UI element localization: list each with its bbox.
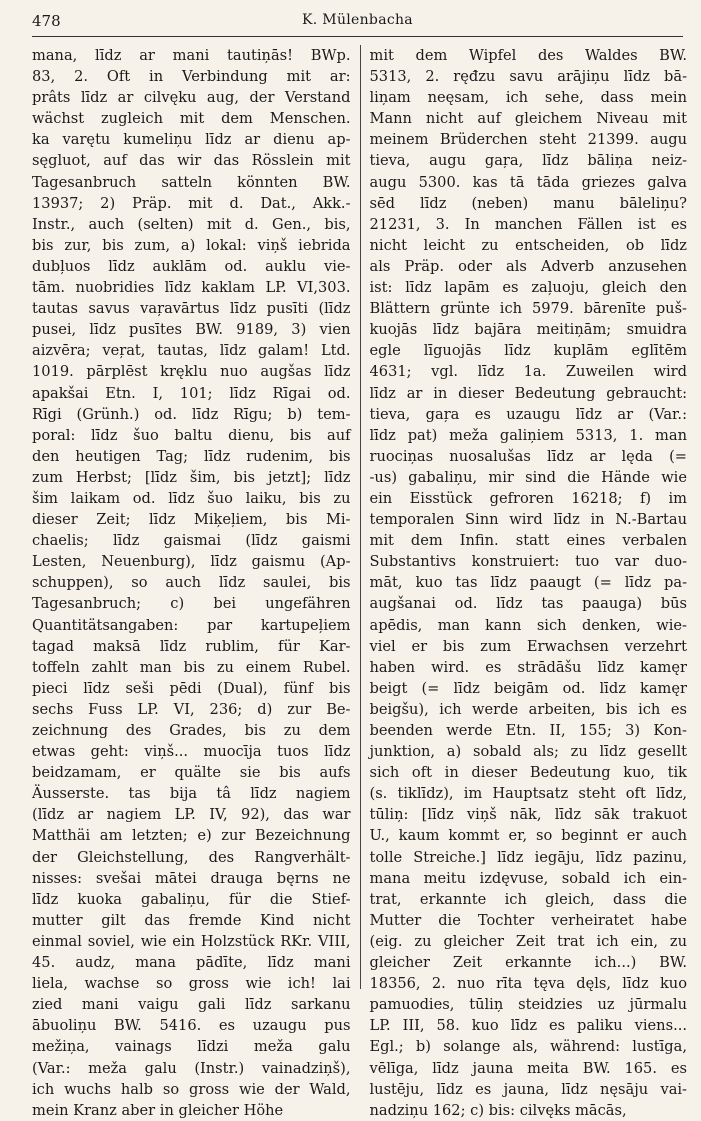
text-line: vēlīga, līdz jauna meita BW. 165. es — [369, 1059, 687, 1077]
text-line: ābuoliņu BW. 5416. es uzaugu pus — [32, 1017, 351, 1035]
text-line: 13937; 2) Präp. mit d. Dat., Akk.- — [32, 194, 351, 212]
text-line: wächst zugleich mit dem Menschen. — [32, 110, 351, 128]
left-column — [32, 45, 360, 1119]
text-line: 1019. pārplēst kręklu nuo augšas līdz — [32, 363, 351, 381]
text-line: sēd līdz (neben) manu bāleliņu? — [369, 194, 687, 212]
text-line: augšanai od. līdz tas paauga) būs — [369, 595, 687, 613]
text-line: egle līguojās līdz kuplām eglītēm — [369, 342, 687, 360]
text-line: temporalen Sinn wird līdz in N.-Bartau — [369, 511, 687, 529]
text-line: der Gleichstellung, des Rangverhält- — [32, 848, 351, 866]
text-line: chaelis; līdz gaismai (līdz gaismi — [32, 532, 351, 550]
text-line: mežiņa, vainags līdzi meža galu — [32, 1038, 351, 1056]
text-line: Mutter die Tochter verheiratet habe — [369, 911, 687, 929]
text-line: aizvēra; veŗat, tautas, līdz galam! Ltd. — [32, 342, 351, 360]
text-line: einmal soviel, wie ein Holzstück RKr. VIII, — [32, 932, 351, 950]
text-line: Instr., auch (selten) mit d. Gen., bis, — [32, 215, 351, 233]
text-line: 83, 2. Oft in Verbindung mit ar: — [32, 68, 351, 86]
text-line: beidzamam, er quälte sie bis aufs — [32, 764, 351, 782]
two-column-body — [32, 45, 687, 1119]
text-line: (s. tiklīdz), im Hauptsatz steht oft līdz, — [369, 785, 687, 803]
text-line: Quantitätsangaben: par kartupeļiem — [32, 616, 351, 634]
text-line: ka varętu kumeliņu līdz ar dienu ap- — [32, 131, 351, 149]
text-line: 5313, 2. ręđzu savu arājiņu līdz bā- — [369, 68, 687, 86]
page-header — [32, 10, 683, 37]
text-line: etwas geht: viņš... muocīja tuos līdz — [32, 743, 351, 761]
text-line: līdz ar in dieser Bedeutung gebraucht: — [369, 384, 687, 402]
text-line: dubļuos līdz auklām od. auklu vie- — [32, 257, 351, 275]
text-line: Egl.; b) solange als, während: lustīga, — [369, 1038, 687, 1056]
text-line: Rīgi (Grünh.) od. līdz Rīgu; b) tem- — [32, 405, 351, 423]
text-line: tieva, gaŗa es uzaugu līdz ar (Var.: — [369, 405, 687, 423]
text-line: Äusserste. tas bija tâ līdz nagiem — [32, 785, 351, 803]
right-column — [360, 45, 688, 1119]
text-line: sechs Fuss LP. VI, 236; d) zur Be- — [32, 700, 351, 718]
text-line: Tagesanbruch; c) bei ungefähren — [32, 595, 351, 613]
text-line: bis zur, bis zum, a) lokal: viņš iebrida — [32, 236, 351, 254]
text-line: mit dem Infin. statt eines verbalen — [369, 532, 687, 550]
text-line: schuppen), so auch līdz saulei, bis — [32, 574, 351, 592]
text-line: nisses: svešai mātei drauga bęrns ne — [32, 869, 351, 887]
text-line: liņam neęsam, ich sehe, dass mein — [369, 89, 687, 107]
text-line: nadziņu 162; c) bis: cilvęks mācās, — [369, 1101, 627, 1119]
text-line: liela, wachse so gross wie ich! lai — [32, 975, 351, 993]
text-line: zied mani vaigu gali līdz sarkanu — [32, 996, 351, 1014]
text-line: ist: līdz lapām es zaļuoju, gleich den — [369, 279, 687, 297]
text-line: 45. audz, mana pādīte, līdz mani — [32, 954, 351, 972]
text-line: tieva, augu gaŗa, līdz bāliņa neiz- — [369, 152, 687, 170]
text-line: Blättern grünte ich 5979. bārenīte puš- — [369, 300, 687, 318]
text-line: līdz pat) meža galiņiem 5313, 1. man — [369, 426, 687, 444]
text-line: ein Eisstück gefroren 16218; f) im — [369, 489, 687, 507]
text-line: mein Kranz aber in gleicher Höhe — [32, 1101, 284, 1119]
text-line: Matthäi am letzten; e) zur Bezeichnung — [32, 827, 351, 845]
running-head: K. Mülenbacha — [302, 12, 413, 28]
text-line: haben wird. es strādāšu līdz kamęr — [369, 658, 687, 676]
text-line: mutter gilt das fremde Kind nicht — [32, 911, 351, 929]
text-line: 21231, 3. In manchen Fällen ist es — [369, 215, 687, 233]
text-line: Lesten, Neuenburg), līdz gaismu (Ap- — [32, 553, 351, 571]
text-line: tolle Streiche.] līdz iegāju, līdz pazinu, — [369, 848, 687, 866]
text-line: augu 5300. kas tā tāda griezes galva — [369, 173, 687, 191]
text-line: lustēju, līdz es jauna, līdz nęsāju vai- — [369, 1080, 687, 1098]
text-line: (eig. zu gleicher Zeit trat ich ein, zu — [369, 932, 687, 950]
text-line: (Var.: meža galu (Instr.) vainadziņš), — [32, 1059, 351, 1077]
text-line: 4631; vgl. līdz 1a. Zuweilen wird — [369, 363, 687, 381]
text-line: mana, līdz ar mani tautiņās! BWp. — [32, 47, 351, 64]
text-line: apakšai Etn. I, 101; līdz Rīgai od. — [32, 384, 351, 402]
text-line: beigt (= līdz beigām od. līdz kamęr — [369, 679, 687, 697]
text-line: meinem Brüderchen steht 21399. augu — [369, 131, 687, 149]
text-line: māt, kuo tas līdz paaugt (= līdz pa- — [369, 574, 687, 592]
text-line: nicht leicht zu entscheiden, ob līdz — [369, 236, 687, 254]
text-line: Tagesanbruch satteln könnten BW. — [32, 173, 351, 191]
text-line: poral: līdz šuo baltu dienu, bis auf — [32, 426, 351, 444]
text-line: tagad maksā līdz rublim, für Kar- — [32, 637, 351, 655]
text-line: 18356, 2. nuo rīta tęva dęls, līdz kuo — [369, 975, 687, 993]
text-line: LP. III, 58. kuo līdz es paliku viens... — [369, 1017, 687, 1035]
text-line: ich wuchs halb so gross wie der Wald, — [32, 1080, 351, 1098]
text-line: -us) gabaliņu, mir sind die Hände wie — [369, 468, 687, 486]
text-line: mit dem Wipfel des Waldes BW. — [369, 47, 687, 64]
page-number: 478 — [32, 12, 61, 30]
text-line: Substantivs konstruiert: tuo var duo- — [369, 553, 687, 571]
text-line: ruociņas nuosalušas līdz ar lęda (= — [369, 447, 687, 465]
text-line: zeichnung des Grades, bis zu dem — [32, 722, 351, 739]
text-line: (līdz ar nagiem LP. IV, 92), das war — [32, 806, 351, 824]
text-line: Mann nicht auf gleichem Niveau mit — [369, 110, 687, 128]
text-line: dieser Zeit; līdz Miķeļiem, bis Mi- — [32, 511, 351, 529]
text-line: prâts līdz ar cilvęku aug, der Verstand — [32, 89, 351, 107]
text-line: līdz kuoka gabaliņu, für die Stief- — [32, 890, 351, 908]
column-divider — [360, 45, 361, 989]
text-line: U., kaum kommt er, so beginnt er auch — [369, 827, 687, 845]
text-line: sęgluot, auf das wir das Rösslein mit — [32, 152, 351, 170]
text-line: kuojās līdz bajāra meitiņām; smuidra — [369, 321, 687, 339]
text-line: den heutigen Tag; līdz rudenim, bis — [32, 447, 351, 465]
text-line: šim laikam od. līdz šuo laiku, bis zu — [32, 489, 351, 507]
text-line: toffeln zahlt man bis zu einem Rubel. — [32, 658, 351, 676]
text-line: viel er bis zum Erwachsen verzehrt — [369, 637, 687, 655]
text-line: trat, erkannte ich gleich, dass die — [369, 890, 687, 908]
text-line: pieci līdz seši pēdi (Dual), fünf bis — [32, 679, 351, 697]
text-line: beenden werde Etn. II, 155; 3) Kon- — [369, 722, 687, 739]
text-line: apēdis, man kann sich denken, wie- — [369, 616, 687, 634]
text-line: tām. nuobridies līdz kaklam LP. VI,303. — [32, 279, 351, 297]
text-line: als Präp. oder als Adverb anzusehen — [369, 257, 687, 275]
text-line: beigšu), ich werde arbeiten, bis ich es — [369, 700, 687, 718]
text-line: pusei, līdz pusītes BW. 9189, 3) vien — [32, 321, 351, 339]
text-line: mana meitu izdęvuse, sobald ich ein- — [369, 869, 687, 887]
text-line: sich oft in dieser Bedeutung kuo, tik — [369, 764, 687, 782]
text-line: pamuodies, tūliņ steidzies uz jūrmalu — [369, 996, 687, 1014]
text-line: zum Herbst; [līdz šim, bis jetzt]; līdz — [32, 468, 351, 486]
text-line: junktion, a) sobald als; zu līdz gesellt — [369, 743, 687, 761]
text-line: gleicher Zeit erkannte ich...) BW. — [369, 954, 687, 972]
text-line: tūliņ: [līdz viņš nāk, līdz sāk trakuot — [369, 806, 687, 824]
text-line: tautas savus vaŗavārtus līdz pusīti (līdz — [32, 300, 351, 318]
